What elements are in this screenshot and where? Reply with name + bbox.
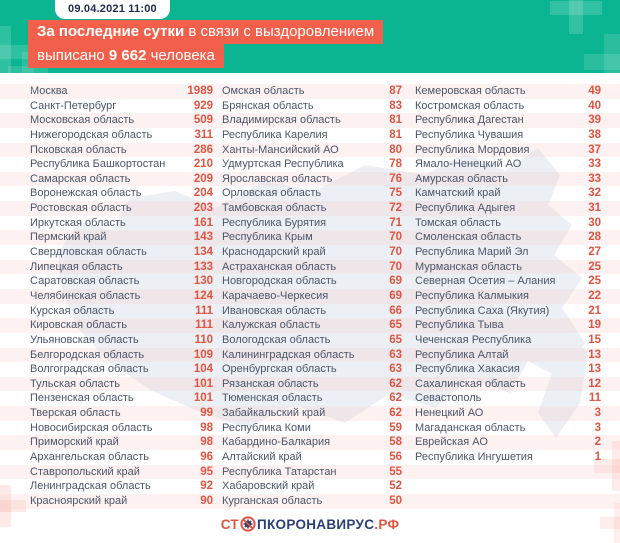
discharged-count: 9 662 bbox=[108, 47, 147, 64]
date-badge: 09.04.2021 11:00 bbox=[55, 0, 170, 19]
region-name: Тюменская область bbox=[222, 392, 323, 405]
logo-text-end: .РФ bbox=[374, 516, 400, 532]
region-value: 111 bbox=[195, 319, 213, 332]
table-row bbox=[0, 84, 620, 99]
region-name: Республика Марий Эл bbox=[415, 246, 529, 259]
region-value: 39 bbox=[588, 114, 601, 127]
region-name: Ненецкий АО bbox=[415, 407, 484, 420]
table-row bbox=[0, 362, 620, 377]
table-row bbox=[0, 377, 620, 392]
region-value: 929 bbox=[193, 99, 213, 112]
table-row bbox=[0, 304, 620, 319]
region-value: 66 bbox=[389, 304, 402, 317]
region-value: 63 bbox=[389, 348, 402, 361]
region-name: Тамбовская область bbox=[222, 202, 327, 215]
region-value: 70 bbox=[389, 246, 402, 259]
region-value: 49 bbox=[588, 85, 601, 97]
table-row bbox=[0, 128, 620, 143]
region-name: Республика Саха (Якутия) bbox=[415, 304, 550, 317]
plus-decoration bbox=[584, 34, 620, 90]
region-name: Магаданская область bbox=[415, 421, 526, 434]
region-name: Ярославская область bbox=[222, 172, 333, 185]
region-name: Республика Тыва bbox=[415, 319, 504, 332]
region-name: Приморский край bbox=[30, 436, 119, 449]
region-name: Самарская область bbox=[30, 172, 131, 185]
region-name: Чеченская Республика bbox=[415, 333, 532, 346]
region-name: Северная Осетия – Алания bbox=[415, 275, 555, 288]
region-name: Волгоградская область bbox=[30, 363, 149, 376]
region-name: Республика Карелия bbox=[222, 128, 328, 141]
region-value: 1 bbox=[594, 451, 601, 464]
region-value: 161 bbox=[193, 216, 213, 229]
region-name: Архангельская область bbox=[30, 451, 149, 464]
region-value: 71 bbox=[389, 216, 402, 229]
region-value: 25 bbox=[588, 275, 601, 288]
region-value: 143 bbox=[193, 231, 213, 244]
region-value: 69 bbox=[389, 275, 402, 288]
region-value: 311 bbox=[194, 128, 213, 141]
region-value: 63 bbox=[389, 363, 402, 376]
region-value: 25 bbox=[588, 260, 601, 273]
region-value: 32 bbox=[588, 187, 601, 200]
headline-rest: в связи с выздоровлением bbox=[184, 23, 375, 40]
region-value: 203 bbox=[193, 202, 213, 215]
region-value: 134 bbox=[193, 246, 213, 259]
logo-text-mid: ПКОРОНАВИРУС bbox=[256, 516, 375, 532]
discharged-suffix: человека bbox=[146, 47, 215, 64]
region-name: Ставропольский край bbox=[30, 465, 140, 478]
region-name: Ханты-Мансийский АО bbox=[222, 143, 339, 156]
table-row bbox=[0, 479, 620, 494]
region-value: 209 bbox=[193, 172, 213, 185]
region-name: Республика Бурятия bbox=[222, 216, 327, 229]
region-name: Тверская область bbox=[30, 407, 121, 420]
region-name: Республика Мордовия bbox=[415, 143, 530, 156]
region-value: 12 bbox=[588, 377, 601, 390]
headline-highlight: За последние сутки bbox=[37, 23, 185, 40]
region-value: 81 bbox=[389, 128, 402, 141]
region-value: 11 bbox=[588, 392, 601, 405]
region-value: 509 bbox=[193, 114, 213, 127]
region-name: Белгородская область bbox=[30, 348, 145, 361]
region-name: Ямало-Ненецкий АО bbox=[415, 158, 522, 171]
region-name: Кабардино-Балкария bbox=[222, 436, 331, 449]
region-value: 98 bbox=[200, 421, 213, 434]
region-name: Владимирская область bbox=[222, 114, 341, 127]
regions-table bbox=[0, 84, 620, 509]
region-name: Брянская область bbox=[222, 99, 314, 112]
region-value: 33 bbox=[588, 158, 601, 171]
region-value: 55 bbox=[389, 465, 402, 478]
region-value: 90 bbox=[200, 494, 213, 507]
region-name: Оренбургская область bbox=[222, 363, 337, 376]
table-row bbox=[0, 113, 620, 128]
region-value: 109 bbox=[193, 348, 213, 361]
region-value: 21 bbox=[588, 304, 601, 317]
region-name: Кировская область bbox=[30, 319, 127, 332]
region-value: 99 bbox=[200, 407, 213, 420]
region-name: Саратовская область bbox=[30, 275, 140, 288]
region-value: 286 bbox=[193, 143, 213, 156]
table-row bbox=[0, 450, 620, 465]
region-value: 58 bbox=[389, 436, 402, 449]
region-name: Ростовская область bbox=[30, 202, 132, 215]
headline-line1 bbox=[28, 20, 383, 44]
region-value: 65 bbox=[389, 333, 402, 346]
region-name: Москва bbox=[30, 85, 68, 97]
table-row bbox=[0, 274, 620, 289]
region-value: 96 bbox=[200, 451, 213, 464]
region-value: 3 bbox=[594, 421, 601, 434]
region-name: Республика Татарстан bbox=[222, 465, 337, 478]
region-name: Сахалинская область bbox=[415, 377, 526, 390]
region-name: Республика Башкортостан bbox=[30, 158, 166, 171]
region-value: 40 bbox=[588, 99, 601, 112]
region-name: Нижегородская область bbox=[30, 128, 153, 141]
region-value: 70 bbox=[389, 260, 402, 273]
region-name: Новгородская область bbox=[222, 275, 337, 288]
region-name: Астраханская область bbox=[222, 260, 337, 273]
region-value: 62 bbox=[389, 392, 402, 405]
region-name: Республика Дагестан bbox=[415, 114, 524, 127]
region-name: Республика Чувашия bbox=[415, 128, 524, 141]
region-value: 72 bbox=[389, 202, 402, 215]
table-row bbox=[0, 260, 620, 275]
region-name: Вологодская область bbox=[222, 333, 331, 346]
discharged-label: выписано bbox=[37, 47, 109, 64]
region-value: 62 bbox=[389, 377, 402, 390]
region-name: Республика Хакасия bbox=[415, 363, 520, 376]
region-name: Удмуртская Республика bbox=[222, 158, 344, 171]
region-value: 28 bbox=[588, 231, 601, 244]
region-value: 111 bbox=[195, 304, 213, 317]
region-value: 13 bbox=[588, 348, 601, 361]
region-name: Пермский край bbox=[30, 231, 107, 244]
table-row bbox=[0, 172, 620, 187]
region-name: Московская область bbox=[30, 114, 135, 127]
region-name: Ленинградская область bbox=[30, 480, 151, 493]
plus-decoration bbox=[550, 0, 602, 34]
table-row bbox=[0, 465, 620, 480]
region-name: Костромская область bbox=[415, 99, 525, 112]
table-row bbox=[0, 333, 620, 348]
region-value: 37 bbox=[588, 143, 601, 156]
region-name: Камчатский край bbox=[415, 187, 501, 200]
region-value: 59 bbox=[389, 421, 402, 434]
table-row bbox=[0, 216, 620, 231]
region-value: 65 bbox=[389, 319, 402, 332]
region-name: Алтайский край bbox=[222, 451, 302, 464]
region-value: 70 bbox=[389, 231, 402, 244]
region-name: Свердловская область bbox=[30, 246, 147, 259]
region-value: 204 bbox=[193, 187, 213, 200]
region-name: Краснодарский край bbox=[222, 246, 326, 259]
table-row bbox=[0, 245, 620, 260]
region-name: Забайкальский край bbox=[222, 407, 326, 420]
region-value: 92 bbox=[200, 480, 213, 493]
headline-line2 bbox=[28, 44, 224, 68]
region-name: Пензенская область bbox=[30, 392, 134, 405]
region-value: 1989 bbox=[187, 85, 213, 97]
table-row bbox=[0, 435, 620, 450]
region-name: Республика Алтай bbox=[415, 348, 509, 361]
region-value: 95 bbox=[200, 465, 213, 478]
region-name: Псковская область bbox=[30, 143, 127, 156]
region-value: 56 bbox=[389, 451, 402, 464]
region-value: 38 bbox=[588, 128, 601, 141]
region-value: 2 bbox=[594, 436, 601, 449]
region-name: Воронежская область bbox=[30, 187, 142, 200]
region-value: 13 bbox=[588, 363, 601, 376]
region-name: Тульская область bbox=[30, 377, 120, 390]
region-name: Республика Адыгея bbox=[415, 202, 516, 215]
table-row bbox=[0, 99, 620, 114]
region-value: 101 bbox=[193, 377, 213, 390]
region-value: 80 bbox=[389, 143, 402, 156]
region-value: 87 bbox=[389, 85, 402, 97]
region-value: 98 bbox=[200, 436, 213, 449]
region-value: 83 bbox=[389, 99, 402, 112]
region-name: Республика Коми bbox=[222, 421, 311, 434]
region-value: 76 bbox=[389, 172, 402, 185]
region-name: Новосибирская область bbox=[30, 421, 153, 434]
header-band bbox=[0, 0, 620, 73]
region-name: Республика Калмыкия bbox=[415, 289, 529, 302]
region-value: 81 bbox=[389, 114, 402, 127]
region-value: 52 bbox=[389, 480, 402, 493]
region-value: 78 bbox=[389, 158, 402, 171]
region-value: 22 bbox=[588, 289, 601, 302]
region-value: 210 bbox=[193, 158, 213, 171]
region-value: 33 bbox=[588, 172, 601, 185]
region-name: Ульяновская область bbox=[30, 333, 139, 346]
table-row bbox=[0, 157, 620, 172]
table-row bbox=[0, 186, 620, 201]
region-name: Иркутская область bbox=[30, 216, 126, 229]
region-name: Хабаровский край bbox=[222, 480, 315, 493]
stopcoronavirus-logo bbox=[0, 511, 620, 537]
table-row bbox=[0, 230, 620, 245]
region-value: 75 bbox=[389, 187, 402, 200]
region-name: Кемеровская область bbox=[415, 85, 526, 97]
region-value: 69 bbox=[389, 289, 402, 302]
table-row bbox=[0, 406, 620, 421]
region-value: 27 bbox=[588, 246, 601, 259]
region-name: Республика Ингушетия bbox=[415, 451, 533, 464]
region-name: Липецкая область bbox=[30, 260, 123, 273]
region-name: Омская область bbox=[222, 85, 305, 97]
region-value: 104 bbox=[193, 363, 213, 376]
region-value: 101 bbox=[193, 392, 213, 405]
region-name: Ивановская область bbox=[222, 304, 327, 317]
region-name: Курская область bbox=[30, 304, 115, 317]
region-name: Калужская область bbox=[222, 319, 321, 332]
region-name: Мурманская область bbox=[415, 260, 522, 273]
region-value: 3 bbox=[594, 407, 601, 420]
table-row bbox=[0, 391, 620, 406]
region-value: 19 bbox=[588, 319, 601, 332]
region-value: 50 bbox=[389, 494, 402, 507]
region-name: Орловская область bbox=[222, 187, 322, 200]
region-name: Еврейская АО bbox=[415, 436, 488, 449]
region-value: 31 bbox=[588, 202, 601, 215]
region-value: 15 bbox=[588, 333, 601, 346]
region-name: Смоленская область bbox=[415, 231, 522, 244]
region-name: Калининградская область bbox=[222, 348, 355, 361]
table-row bbox=[0, 348, 620, 363]
region-name: Амурская область bbox=[415, 172, 508, 185]
region-name: Санкт-Петербург bbox=[30, 99, 117, 112]
region-value: 130 bbox=[193, 275, 213, 288]
region-value: 30 bbox=[588, 216, 601, 229]
region-value: 124 bbox=[193, 289, 213, 302]
table-row bbox=[0, 318, 620, 333]
no-virus-icon bbox=[240, 516, 256, 532]
region-value: 133 bbox=[193, 260, 213, 273]
region-value: 110 bbox=[194, 333, 213, 346]
region-name: Карачаево-Черкесия bbox=[222, 289, 329, 302]
table-row bbox=[0, 289, 620, 304]
region-name: Челябинская область bbox=[30, 289, 141, 302]
region-value: 62 bbox=[389, 407, 402, 420]
region-name: Севастополь bbox=[415, 392, 482, 405]
region-name: Томская область bbox=[415, 216, 501, 229]
region-name: Красноярский край bbox=[30, 494, 128, 507]
region-name: Республика Крым bbox=[222, 231, 313, 244]
table-row bbox=[0, 143, 620, 158]
region-name: Курганская область bbox=[222, 494, 323, 507]
table-row bbox=[0, 201, 620, 216]
table-row bbox=[0, 421, 620, 436]
region-name: Рязанская область bbox=[222, 377, 319, 390]
table-row bbox=[0, 494, 620, 509]
logo-text-start: СТ bbox=[220, 516, 239, 532]
